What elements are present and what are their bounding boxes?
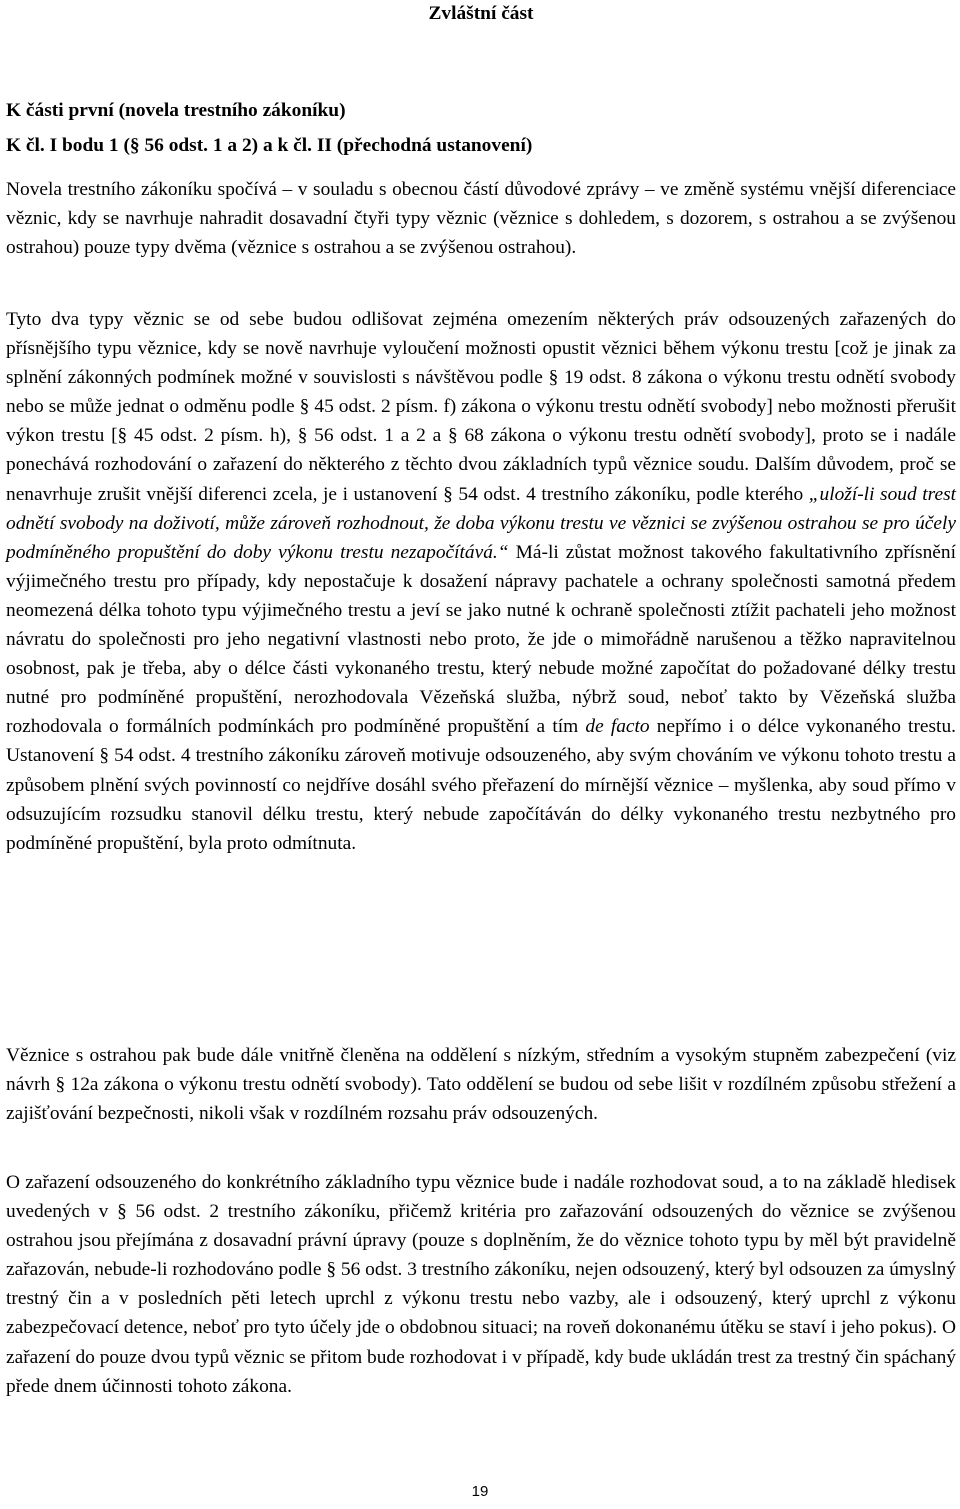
quoted-provision: „uloží-li soud trest odnětí svobody na doživotí, může zároveň rozhodnout, že doba výkonu trestu ve věznici se zvýšenou ostrahou se pro účely podmíněného propuštění do doby výkonu trestu nezapočítává.“	[6, 483, 957, 563]
paragraph-3: Věznice s ostrahou pak bude dále vnitřně členěna na oddělení s nízkým, středním a vysokým stupněm zabezpečení (viz návrh § 12a zákona o výkonu trestu odnětí svobody). Tato oddělení se budou od sebe lišit v rozdílném způsobu střežení a zajišťování bezpečnosti, nikoli však v rozdílném rozsahu práv odsouzených.	[6, 1045, 956, 1125]
paragraph-2-part-a: Tyto dva typy věznic se od sebe budou odlišovat zejména omezením některých práv odsouzených zařazených do přísnějšího typu věznice, kdy se nově navrhuje vyloučení možnosti opustit věznici během výkonu trestu [což je jinak za splnění zákonných podmínek možné v souvislosti s návštěvou podle § 19 odst. 8 zákona o výkonu trestu odnětí svobody nebo se může jednat o odměnu podle § 45 odst. 2 písm. f) zákona o výkonu trestu odnětí svobody] nebo možnosti přerušit výkon trestu [§ 45 odst. 2 písm. h), § 56 odst. 1 a 2 a § 68 zákona o výkonu trestu odnětí svobody], proto se i nadále ponechává rozhodování o zařazení do některého z těchto dvou základních typů věznice soudu. Dalším důvodem, proč se nenavrhuje zrušit vnější diferenci zcela, je i ustanovení § 54 odst. 4 trestního zákoníku, podle kterého	[6, 309, 956, 505]
paragraph-1: Novela trestního zákoníku spočívá – v souladu s obecnou částí důvodové zprávy – ve změně systému vnější diferenciace věznic, kdy se navrhuje nahradit dosavadní čtyři typy věznic (věznice s dohledem, s dozorem, s ostrahou a se zvýšenou ostrahou) pouze typy dvěma (věznice s ostrahou a se zvýšenou ostrahou).	[6, 179, 956, 259]
paragraph-2	[6, 305, 956, 858]
section-heading: K části první (novela trestního zákoníku)	[6, 100, 346, 121]
paragraph-4: O zařazení odsouzeného do konkrétního základního typu věznice bude i nadále rozhodovat soud, a to na základě hledisek uvedených v § 56 odst. 2 trestního zákoníku, přičemž kritéria pro zařazování odsouzených do věznice se zvýšenou ostrahou jsou přejímána z dosavadní právní úpravy (pouze s doplněním, že do věznice tohoto typu by měl být pravidelně zařazován, nebude-li rozhodováno podle § 56 odst. 3 trestního zákoníku, nejen odsouzený, který byl odsouzen za úmyslný trestný čin a v posledních pěti letech uprchl z výkonu trestu nebo vazby, ale i odsouzený, který uprchl z výkonu zabezpečovací detence, neboť pro tyto účely jde o obdobnou situaci; na roveň dokonanému útěku se staví i jeho pokus). O zařazení do pouze dvou typů věznic se přitom bude rozhodovat i v případě, kdy bude ukládán trest za trestný čin spáchaný přede dnem účinnosti tohoto zákona.	[6, 1172, 956, 1397]
document-title: Zvláštní část	[428, 3, 534, 24]
paragraph-2-part-c: nepřímo i o délce vykonaného trestu. Ustanovení § 54 odst. 4 trestního zákoníku zároveň motivuje odsouzeného, aby svým chováním ve výkonu tohoto trestu a způsobem plnění svých povinností co nejdříve dosáhl svého přeřazení do mírnější věznice – myšlenka, aby soud přímo v odsuzujícím rozsudku stanovil délku trestu, který nebude započítáván do délky vykonaného trestu nezbytného pro podmíněné propuštění, byla proto odmítnuta.	[6, 716, 956, 854]
paragraph-2-part-b: Má-li zůstat možnost takového fakultativního zpřísnění výjimečného trestu pro případy, kdy nepostačuje k dosažení nápravy pachatele a ochrany společnosti samotná předem neomezená délka tohoto typu výjimečného trestu a jeví se jako nutné k ochraně společnosti ztížit pachateli jeho možnost návratu do společnosti pro jeho negativní vlastnosti nebo proto, že jde o mimořádně narušenou a těžko napravitelnou osobnost, pak je třeba, aby o délce části vykonaného trestu, který nebude možné započítat do požadované délky trestu nutné pro podmíněné propuštění, nerozhodovala Vězeňská služba, nýbrž soud, neboť takto by Vězeňská služba rozhodovala o formálních podmínkách pro podmíněné propuštění a tím	[6, 541, 956, 738]
de-facto-term: de facto	[585, 716, 650, 738]
page-number: 19	[471, 1483, 489, 1500]
subsection-heading: K čl. I bodu 1 (§ 56 odst. 1 a 2) a k čl. II (přechodná ustanovení)	[6, 135, 533, 156]
